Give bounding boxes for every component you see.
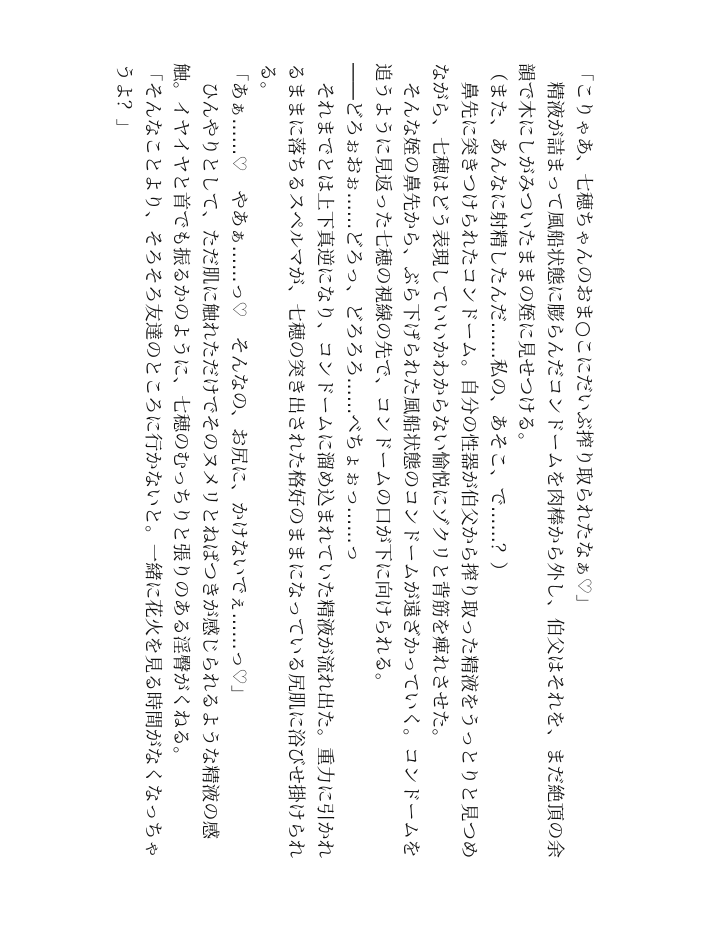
text-line: ――どろぉおぉ……どろっ、どろろろ……べちょぉっ……っ — [343, 63, 364, 563]
text-line: 「こりゃあ、七穂ちゃんのおま○こにだいぶ搾り取られたなぁ♡」 — [573, 63, 594, 613]
text-line: 「そんなことより、そろそろ友達のところに行かないと。一緒に花火を見る時間がなくなっちゃ — [141, 63, 163, 859]
text-line: 触。イヤイヤと首でも振るかのように、七穂のむっちりと張りのある淫臀がくねる。 — [170, 63, 192, 765]
text-line: それまでとは上下真逆になり、コンドームに溜め込まれていた精液が流れ出た。重力に引かれ — [314, 63, 336, 859]
text-line: 「あぁ……♡ やあぁ……っ♡ そんなの、お尻に、かけないでぇ……っ♡」 — [228, 63, 249, 704]
text-line: 追うように見返った七穂の視線の先で、コンドームの口が下に向けられる。 — [371, 63, 393, 692]
text-line: る。 — [256, 63, 278, 100]
text-line: ひんやりとして、ただ肌に触れただけでそのヌメリとねばつきが感じられるような精液の感 — [199, 63, 221, 840]
text-line: 韻で木にしがみついたままの姪に見せつける。 — [515, 63, 537, 451]
text-line: そんな姪の鼻先から、ぶら下げられた風船状態のコンドームが遠ざかっていく。コンドームを — [400, 63, 422, 858]
body-text — [108, 63, 597, 883]
text-line: （また、あんなに射精したんだ……私の、あそこ、で……？） — [486, 63, 508, 581]
text-line: るままに落ちるスペルマが、七穂の突き出された格好のままになっている尻肌に浴びせ掛けられ — [285, 63, 307, 859]
text-line: 精液が詰まって風船状態に膨らんだコンドームを肉棒から外し、伯父はそれを、まだ絶頂の余 — [544, 63, 566, 859]
text-line: うよ？」 — [113, 63, 134, 137]
text-line: 鼻先に突きつけられたコンドーム。自分の性器が伯父から搾り取った精液をうっとりと見つめ — [458, 63, 479, 859]
text-line: ながら、七穂はどう表現していいかわからない愉悦にゾクリと背筋を痺れさせた。 — [429, 63, 451, 747]
